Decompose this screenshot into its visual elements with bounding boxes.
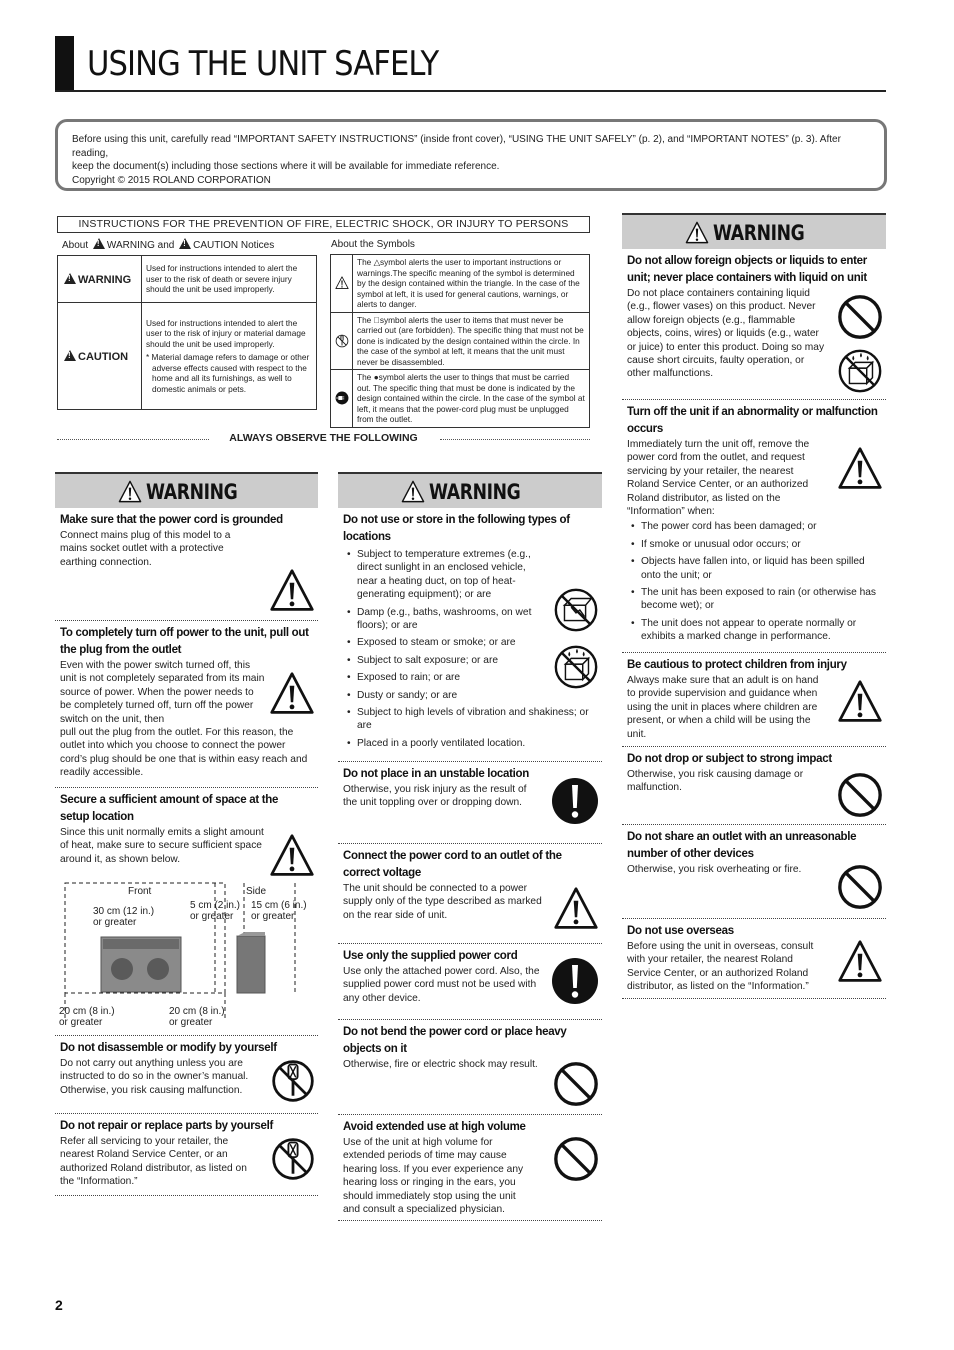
- section-title: Connect the power cord to an outlet of the correct voltage: [343, 850, 562, 879]
- section-abnormality: [622, 400, 886, 653]
- section-body: Otherwise, fire or electric shock may result.: [343, 1059, 538, 1070]
- caution-icon: [268, 671, 316, 717]
- notice-caution-text: Used for instructions intended to alert the user to the risk of injury or material damage should the unit be used improperly.: [146, 317, 306, 349]
- title-marker: [55, 36, 74, 90]
- notices-heading: [62, 238, 274, 251]
- page-title-bar: [55, 36, 886, 92]
- section-grounded: [55, 508, 318, 621]
- section-body: Refer all servicing to your retailer, the nearest Roland Service Center, or an authorized Roland distributor, as listed on the “Information.”: [60, 1136, 247, 1188]
- section-body: Otherwise, you risk overheating or fire.: [627, 864, 802, 875]
- list-item: • Exposed to steam or smoke; or are: [343, 636, 597, 649]
- section-body: Do not carry out anything unless you are instructed to do so in the owner’s manual. Otherwise, you risk causing malfunction.: [60, 1058, 249, 1096]
- section-bend-cord: [338, 1020, 602, 1115]
- list-item: • If smoke or unusual odor occurs; or: [627, 538, 881, 551]
- intro-line-1: Before using this unit, carefully read “IMPORTANT SAFETY INSTRUCTIONS” (inside front cover), “USING THE UNIT SAFELY” (p. 2), and “IMPORTANT NOTES” (p. 3). After reading,: [72, 134, 841, 159]
- section-body: Connect mains plug of this model to a mains socket outlet with a protective earthing connection.: [60, 530, 231, 568]
- section-body-a: Even with the power switch turned off, this unit is not completely separated from its main source of power. When the power needs to be completely turned off, turn off the power switch on the unit, then: [60, 660, 265, 725]
- list-item: • Subject to high levels of vibration and shakiness; or are: [343, 706, 597, 733]
- page-title: USING THE UNIT SAFELY: [87, 44, 439, 84]
- prohibited-icon: [836, 771, 884, 819]
- list-item: • Exposed to rain; or are: [343, 671, 597, 684]
- diagram-top-clearance: 30 cm (12 in.) or greater: [93, 906, 155, 928]
- prohibited-icon: [552, 1060, 600, 1108]
- symbols-table: [330, 254, 590, 428]
- symbol-text-prohibit: The ⃠symbol alerts the user to items that must never be carried out (are forbidden). The specific thing that must not be done is indicated by the design contained within the circle. In the case of the symbol at left, it means that the unit must never be disassembled.: [353, 312, 590, 370]
- prohibited-icon: [836, 863, 884, 911]
- diagram-front-label: Front: [128, 886, 152, 897]
- always-observe-banner: [57, 432, 590, 446]
- list-item: • The unit has been exposed to rain (or otherwise has become wet); or: [627, 586, 881, 613]
- section-outlet-share: [622, 825, 886, 919]
- section-children: [622, 653, 886, 747]
- warning-header-col3: [622, 213, 886, 249]
- section-title: Use only the supplied power cord: [343, 950, 518, 962]
- notices-heading-suffix: CAUTION Notices: [193, 240, 275, 251]
- diagram-bottom-right-clearance: 20 cm (8 in.) or greater: [169, 1006, 225, 1028]
- section-title: Make sure that the power cord is grounded: [60, 514, 283, 526]
- symbol-cell-prohibit: [331, 312, 353, 370]
- section-title: To completely turn off power to the unit, pull out the plug from the outlet: [60, 627, 309, 656]
- warning-title: WARNING: [145, 480, 238, 504]
- section-title: Turn off the unit if an abnormality or malfunction occurs: [627, 406, 878, 435]
- section-setup-space: [55, 788, 318, 1036]
- disassemble-prohibited-icon: [270, 1136, 316, 1182]
- list-item: • Damp (e.g., baths, washrooms, on wet floors); or are: [343, 606, 548, 633]
- section-voltage: [338, 844, 602, 944]
- section-title: Do not share an outlet with an unreasonable number of other devices: [627, 831, 857, 860]
- caution-icon: [268, 568, 316, 614]
- column-2: [338, 472, 602, 1221]
- symbol-text-mandatory: The ●symbol alerts the user to things that must be carried out. The specific thing that must be done is indicated by the design contained within the circle. In the case of the symbol at left, it means that the power-cord plug must be unplugged from the outlet.: [353, 370, 590, 428]
- section-foreign-objects: [622, 249, 886, 400]
- section-body-b: pull out the plug from the outlet. For this reason, the outlet into which you choose to connect the power cord’s plug should be one that is within easy reach and readily accessible.: [60, 727, 308, 779]
- section-body: Use only the attached power cord. Also, the supplied power cord must not be used with any other device.: [343, 966, 540, 1004]
- prohibited-icon: [836, 293, 884, 341]
- list-item: • Subject to temperature extremes (e.g., direct sunlight in an enclosed vehicle, near a heating duct, on top of heat-generating equipment); or are: [343, 548, 548, 602]
- section-body: Do not place containers containing liquid (e.g., flower vases) on this product. Never allow foreign objects (e.g., flammable objects, coins, wires) or liquids (e.g., water or juice) to enter this product. Doing so may cause short circuits, faulty operation, or other malfunctions.: [627, 288, 825, 380]
- diagram-side-back-clearance: 15 cm (6 in.) or greater: [251, 900, 307, 922]
- warning-header-col1: [55, 472, 318, 508]
- warning-header-col2: [338, 472, 602, 508]
- symbols-heading: About the Symbols: [331, 239, 415, 250]
- instructions-header: INSTRUCTIONS FOR THE PREVENTION OF FIRE, ELECTRIC SHOCK, OR INJURY TO PERSONS: [57, 216, 590, 233]
- prohibited-icon: [552, 1135, 600, 1183]
- caution-icon: [335, 276, 349, 290]
- diagram-side-front-clearance: 5 cm (2 in.) or greater: [190, 900, 241, 922]
- section-overseas: [622, 919, 886, 999]
- caution-icon: [836, 679, 884, 725]
- section-body: Since this unit normally emits a slight amount of heat, make sure to secure sufficient space around it, as shown below.: [60, 827, 264, 865]
- intro-copyright: Copyright © 2015 ROLAND CORPORATION: [72, 174, 271, 186]
- mandatory-icon: [550, 776, 600, 826]
- unplug-icon: [335, 391, 349, 405]
- section-drop-impact: [622, 747, 886, 825]
- list-item: • Objects have fallen into, or liquid has been spilled onto the unit; or: [627, 555, 881, 582]
- warning-icon: [683, 221, 711, 245]
- column-1: [55, 472, 318, 1196]
- warning-icon: [116, 480, 144, 504]
- section-title: Do not bend the power cord or place heavy objects on it: [343, 1026, 567, 1055]
- section-title: Do not repair or replace parts by yourself: [60, 1120, 273, 1132]
- list-item: • Subject to salt exposure; or are: [343, 654, 597, 667]
- intro-box: [55, 119, 887, 191]
- notice-warning-text: Used for instructions intended to alert the user to the risk of death or severe injury should the unit be used improperly.: [142, 256, 317, 303]
- moisture-prohibited-icon: [836, 347, 884, 395]
- section-high-volume: [338, 1115, 602, 1221]
- section-title: Do not place in an unstable location: [343, 768, 529, 780]
- heat-prohibited-icon: [552, 586, 600, 634]
- section-repair: [55, 1114, 318, 1196]
- section-pull-plug: [55, 621, 318, 788]
- section-body: Otherwise, you risk injury as the result of the unit toppling over or dropping down.: [343, 784, 527, 809]
- always-observe-text: ALWAYS OBSERVE THE FOLLOWING: [229, 432, 418, 444]
- list-item: • The power cord has been damaged; or: [627, 520, 881, 533]
- caution-icon: [836, 939, 884, 985]
- notices-heading-prefix: About: [62, 240, 89, 251]
- section-title: Do not use overseas: [627, 925, 734, 937]
- warning-triangle-icon: [93, 238, 105, 249]
- intro-line-2: keep the document(s) including those sections where it will be available for immediate reference.: [72, 161, 500, 172]
- caution-triangle-icon: [64, 350, 76, 361]
- section-body: Immediately turn the unit off, remove the power cord from the outlet, and request servicing by your retailer, the nearest Roland Service Center, or an authorized Roland distributor, as listed on the “Information” when:: [627, 439, 810, 518]
- mandatory-icon: [550, 956, 600, 1006]
- caution-icon: [268, 833, 316, 879]
- section-unstable: [338, 762, 602, 844]
- abnormality-list: [627, 520, 881, 643]
- observe-rule-right: [440, 439, 590, 440]
- section-title: Do not allow foreign objects or liquids to enter unit; never place containers with liquid on unit: [627, 255, 867, 284]
- list-item: • The unit does not appear to operate normally or exhibits a marked change in performance.: [627, 617, 881, 644]
- notice-caution-cell: [142, 303, 317, 410]
- section-body: Otherwise, you risk causing damage or malfunction.: [627, 769, 804, 794]
- caution-icon: [552, 886, 600, 932]
- section-body: The unit should be connected to a power supply only of the type described as marked on the rear side of unit.: [343, 883, 542, 921]
- section-body: Before using the unit in overseas, consult with your retailer, the nearest Roland Service Center, or an authorized Roland distributor, as listed on the “Information.”: [627, 941, 814, 993]
- section-disassemble: [55, 1036, 318, 1114]
- diagram-bottom-left-clearance: 20 cm (8 in.) or greater: [59, 1006, 115, 1028]
- section-supplied-cord: [338, 944, 602, 1020]
- list-item: • Placed in a poorly ventilated location.: [343, 737, 597, 750]
- symbol-text-triangle: The △symbol alerts the user to important instructions or warnings.The specific meaning of the symbol is determined by the design contained within the triangle. In the case of the symbol at left, it is used for general cautions, warnings, or alerts to danger.: [353, 255, 590, 313]
- list-item: • Dusty or sandy; or are: [343, 689, 597, 702]
- section-title: Do not disassemble or modify by yourself: [60, 1042, 277, 1054]
- warning-title: WARNING: [713, 221, 805, 245]
- section-title: Secure a sufficient amount of space at the setup location: [60, 794, 279, 823]
- symbol-cell-mandatory: [331, 370, 353, 428]
- section-body: Always make sure that an adult is on hand to provide supervision and guidance when using the unit in places where children are present, or when a child will be using the unit.: [627, 675, 819, 740]
- disassemble-prohibited-icon: [335, 334, 349, 348]
- observe-rule-left: [57, 439, 209, 440]
- notices-heading-mid: WARNING and: [106, 240, 175, 251]
- page-number: 2: [55, 1297, 63, 1313]
- disassemble-prohibited-icon: [270, 1058, 316, 1104]
- caution-triangle-icon: [179, 238, 191, 249]
- symbol-cell-triangle: [331, 255, 353, 313]
- diagram-side-label: Side: [246, 886, 267, 897]
- warning-icon: [399, 480, 427, 504]
- clearance-diagram: [55, 880, 318, 1030]
- notice-warning-label: !WARNING: [58, 256, 142, 303]
- section-title: Avoid extended use at high volume: [343, 1121, 526, 1133]
- section-title: Be cautious to protect children from injury: [627, 659, 847, 671]
- notices-table: [57, 255, 317, 410]
- warning-triangle-icon: [64, 273, 76, 284]
- column-3: [622, 213, 886, 999]
- section-locations: [338, 508, 602, 762]
- caution-icon: [836, 446, 884, 492]
- section-body: Use of the unit at high volume for extended periods of time may cause hearing loss. If you ever experience any hearing loss or ringing in the ears, you should immediately stop using the unit and consult a specialized physician.: [343, 1137, 524, 1216]
- section-title: Do not use or store in the following types of locations: [343, 514, 570, 543]
- section-title: Do not drop or subject to strong impact: [627, 753, 832, 765]
- notice-caution-label: !CAUTION: [58, 303, 142, 410]
- notice-caution-note: * Material damage refers to damage or other adverse effects caused with respect to the home and all its furnishings, as well to domestic animals or pets.: [146, 352, 310, 394]
- warning-title: WARNING: [429, 480, 521, 504]
- moisture-prohibited-icon: [552, 643, 600, 691]
